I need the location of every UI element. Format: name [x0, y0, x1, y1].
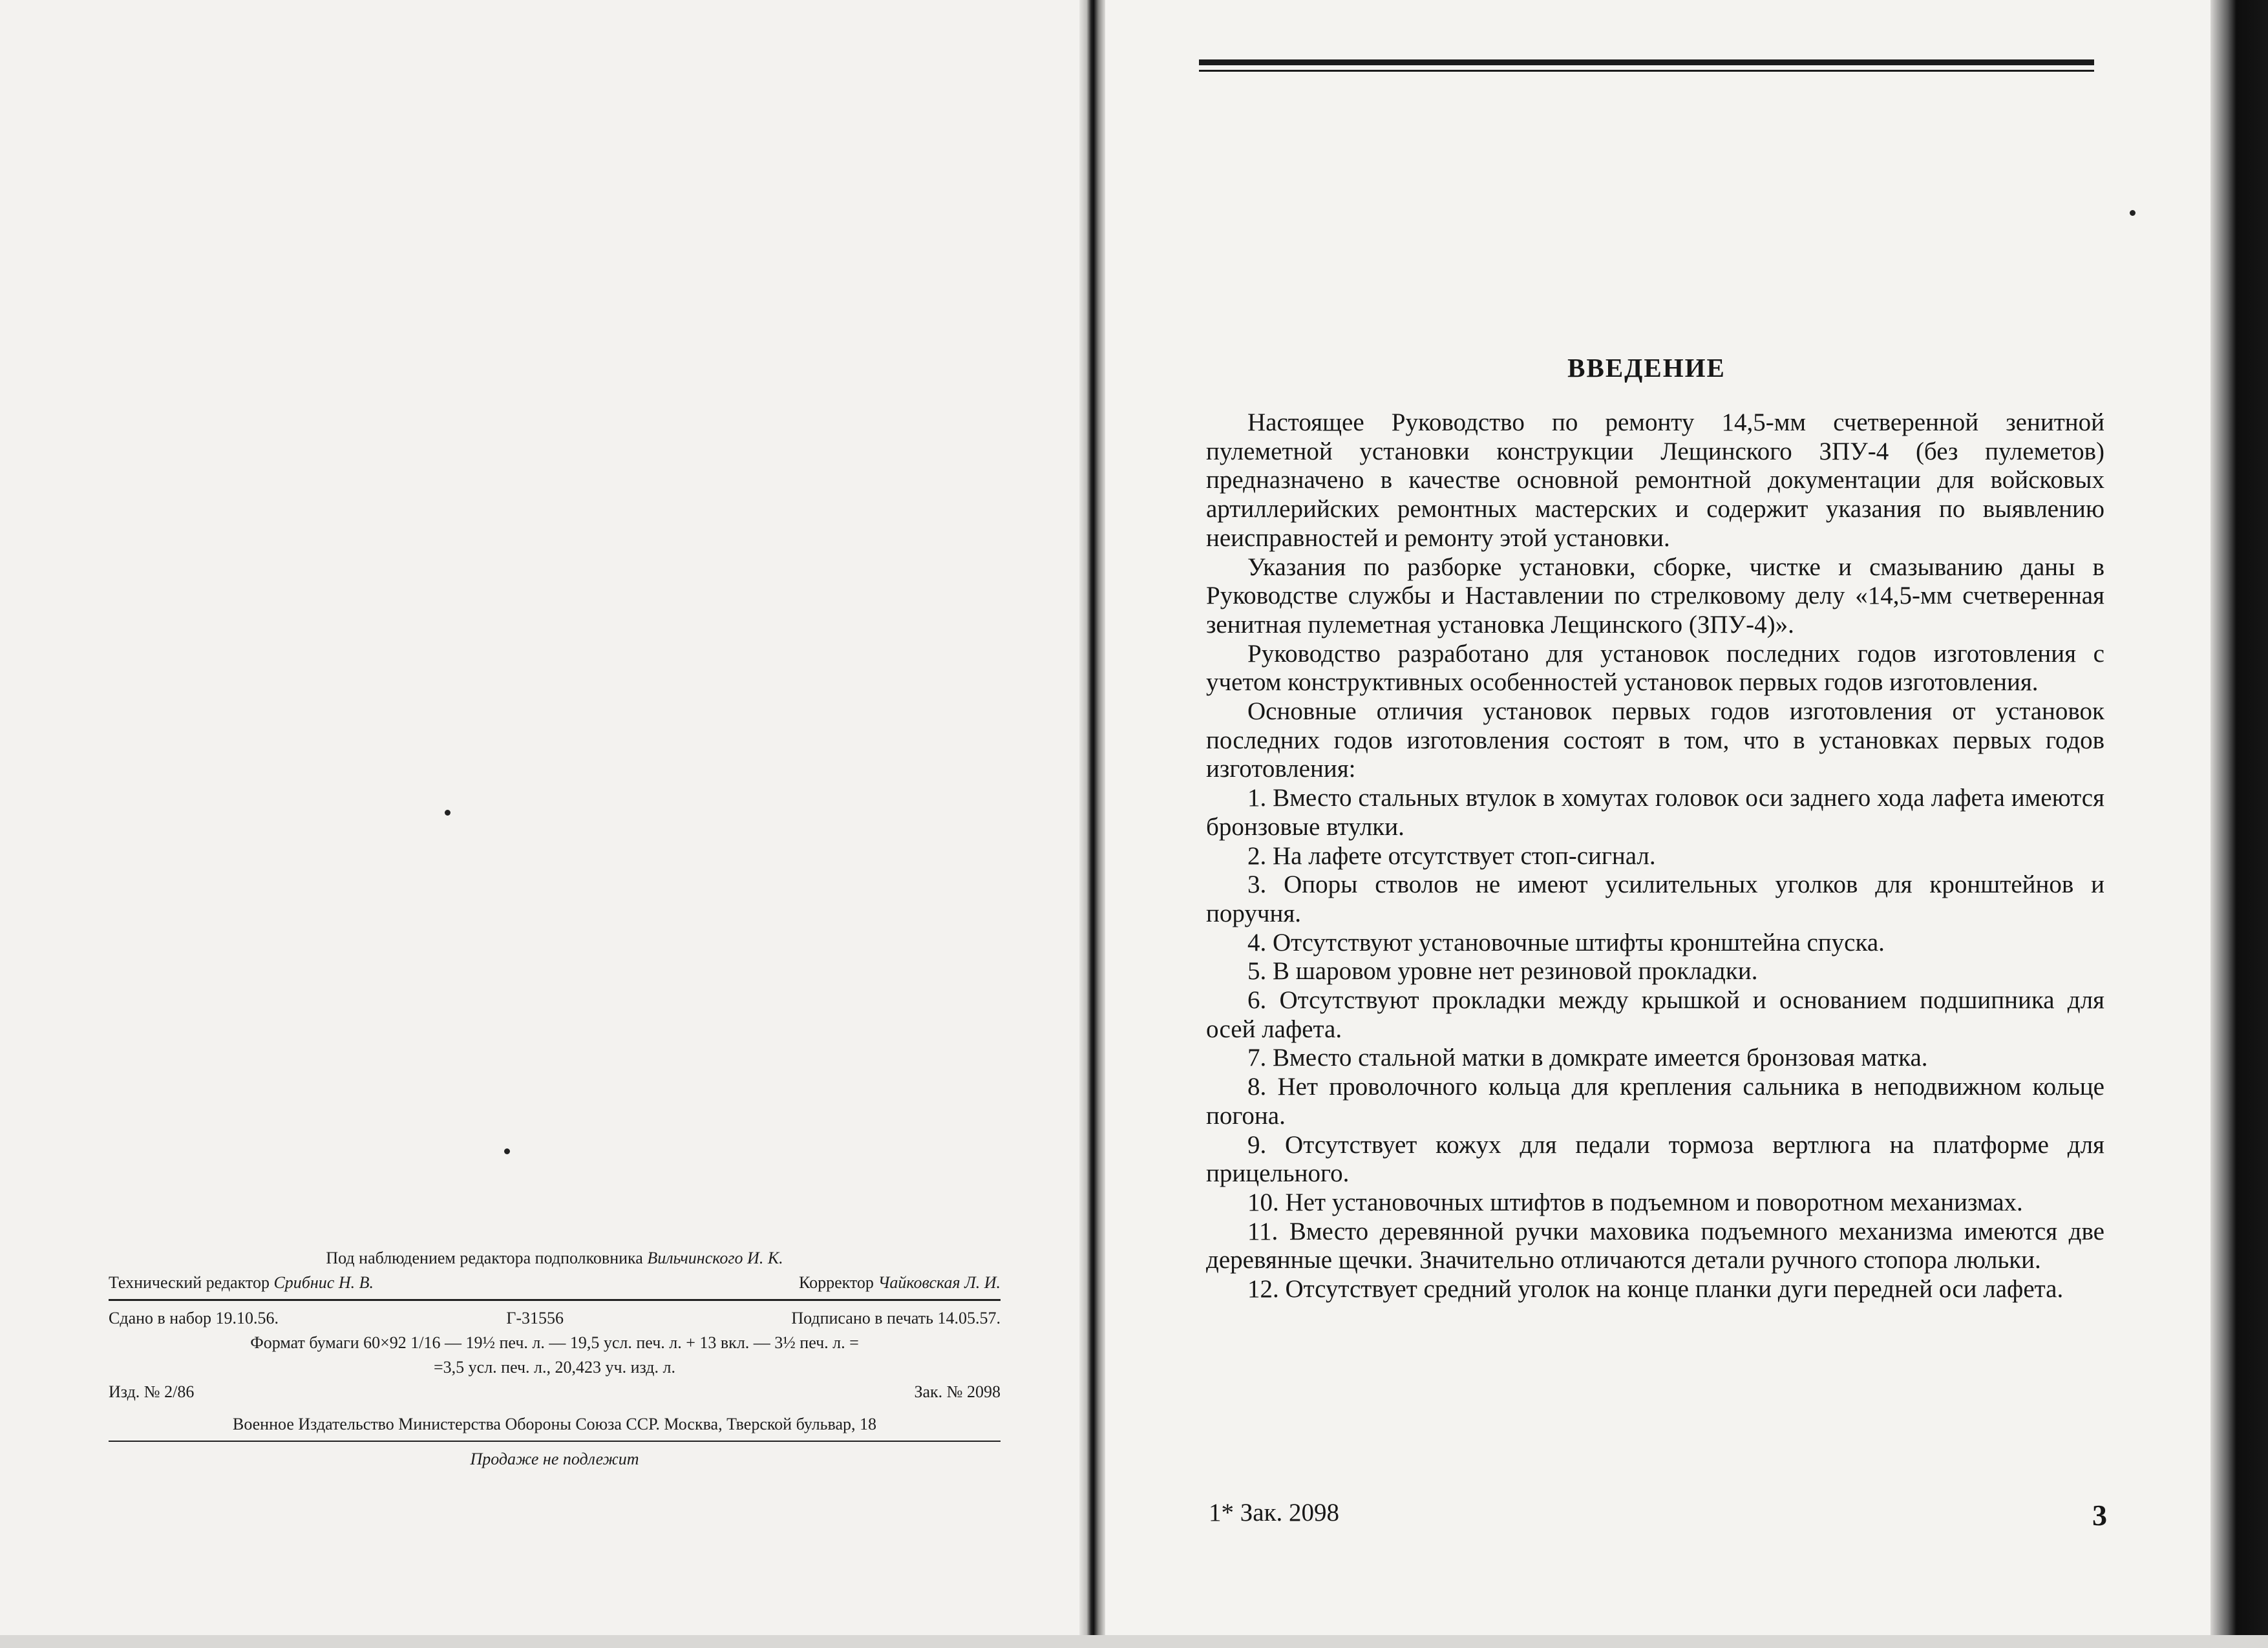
editor-prefix: Под наблюдением редактора подполковника — [326, 1249, 643, 1267]
signature-mark: 1* Зак. 2098 — [1209, 1499, 1340, 1527]
tech-editor-name: Срибнис Н. В. — [273, 1273, 374, 1292]
list-item: 4. Отсутствуют установочные штифты кронштейна спуска. — [1247, 928, 1885, 956]
editor-name: Вильчинского И. К. — [647, 1249, 783, 1267]
not-for-sale: Продаже не подлежит — [470, 1450, 639, 1468]
corrector — [799, 1271, 1001, 1295]
tech-editor — [109, 1271, 374, 1295]
editor-line — [109, 1246, 1001, 1271]
list-item: 12. Отсутствует средний уголок на конце планки дуги передней оси лафета. — [1247, 1275, 2064, 1304]
left-page — [0, 0, 1092, 1648]
top-rule-thin — [1199, 70, 2094, 72]
imprint-divider-top — [109, 1299, 1001, 1301]
list-item: 5. В шаровом уровне нет резиновой прокладки. — [1247, 957, 1758, 986]
page-edge-shadow — [2210, 0, 2268, 1648]
scan-speck — [2130, 210, 2136, 216]
dates-row — [109, 1306, 1001, 1331]
editors-row — [109, 1271, 1001, 1295]
list-item: 9. Отсутствует кожух для педали тормоза вертлюга на платформе для прицельного. — [1206, 1130, 2104, 1188]
page-title: ВВЕДЕНИЕ — [1567, 353, 1726, 383]
list-item: 3. Опоры стволов не имеют усилительных уголков для кронштейнов и поручня. — [1206, 871, 2104, 927]
imprint-block — [109, 1246, 1001, 1472]
order-code: Г-31556 — [506, 1309, 564, 1327]
paragraph: Основные отличия установок первых годов изготовления от установок последних годов изготовления состоят в том, что в установках первых годов изготовления: — [1206, 697, 2104, 783]
imprint-divider-bottom — [109, 1441, 1001, 1442]
list-item: 7. Вместо стальной матки в домкрате имеется бронзовая матка. — [1247, 1044, 1928, 1072]
edition-number: Изд. № 2/86 — [109, 1382, 195, 1401]
paragraph: Указания по разборке установки, сборке, чистке и смазыванию даны в Руководстве службы и Наставлении по стрелковому делу «14,5-мм счетверенная зенитная пулеметная установка Лещинского (ЗПУ-4)». — [1206, 553, 2104, 639]
corrector-name: Чайковская Л. И. — [878, 1273, 1001, 1292]
order-number: Зак. № 2098 — [914, 1382, 1001, 1401]
scan-speck — [445, 810, 450, 816]
list-item: 8. Нет проволочного кольца для крепления сальника в неподвижном кольце погона. — [1206, 1073, 2104, 1130]
scan-speck — [504, 1148, 510, 1154]
list-item: 2. На лафете отсутствует стоп-сигнал. — [1247, 841, 1656, 870]
page-number: 3 — [2092, 1499, 2107, 1532]
scan-bottom-edge — [0, 1635, 2268, 1648]
signed-date: Подписано в печать 14.05.57. — [791, 1309, 1001, 1327]
publisher-line: Военное Издательство Министерства Обороны Союза ССР. Москва, Тверской бульвар, 18 — [232, 1415, 876, 1433]
list-item: 11. Вместо деревянной ручки маховика подъемного механизма имеются две деревянные щечки. Значительно отличаются детали ручного стопора люльки. — [1206, 1217, 2104, 1274]
paragraph: Настоящее Руководство по ремонту 14,5-мм счетверенной зенитной пулеметной установки конструкции Лещинского ЗПУ-4 (без пулеметов) предназначено в качестве основной ремонтной документации для войсковых артиллерийских ремонтных мастерских и содержит указания по выявлению неисправностей и ремонту этой установки. — [1206, 408, 2104, 552]
edition-row — [109, 1380, 1001, 1404]
introduction-text — [1206, 408, 2104, 1304]
paragraph: Руководство разработано для установок последних годов изготовления с учетом конструктивных особенностей установок первых годов изготовления. — [1206, 639, 2104, 697]
book-spine — [1079, 0, 1105, 1648]
tech-editor-prefix: Технический редактор — [109, 1273, 270, 1292]
list-item: 6. Отсутствуют прокладки между крышкой и основанием подшипника для осей лафета. — [1206, 986, 2104, 1043]
page-footer — [1209, 1498, 2107, 1532]
top-rule — [1199, 59, 2094, 65]
corrector-prefix: Корректор — [799, 1273, 874, 1292]
typeset-date: Сдано в набор 19.10.56. — [109, 1309, 279, 1327]
list-item: 1. Вместо стальных втулок в хомутах головок оси заднего хода лафета имеются бронзовые втулки. — [1206, 784, 2104, 841]
format-line-2: =3,5 усл. печ. л., 20,423 уч. изд. л. — [433, 1358, 676, 1377]
list-item: 10. Нет установочных штифтов в подъемном и поворотном механизмах. — [1247, 1188, 2023, 1216]
format-line: Формат бумаги 60×92 1/16 — 19½ печ. л. — 19,5 усл. печ. л. + 13 вкл. — 3½ печ. л. = — [250, 1333, 859, 1352]
